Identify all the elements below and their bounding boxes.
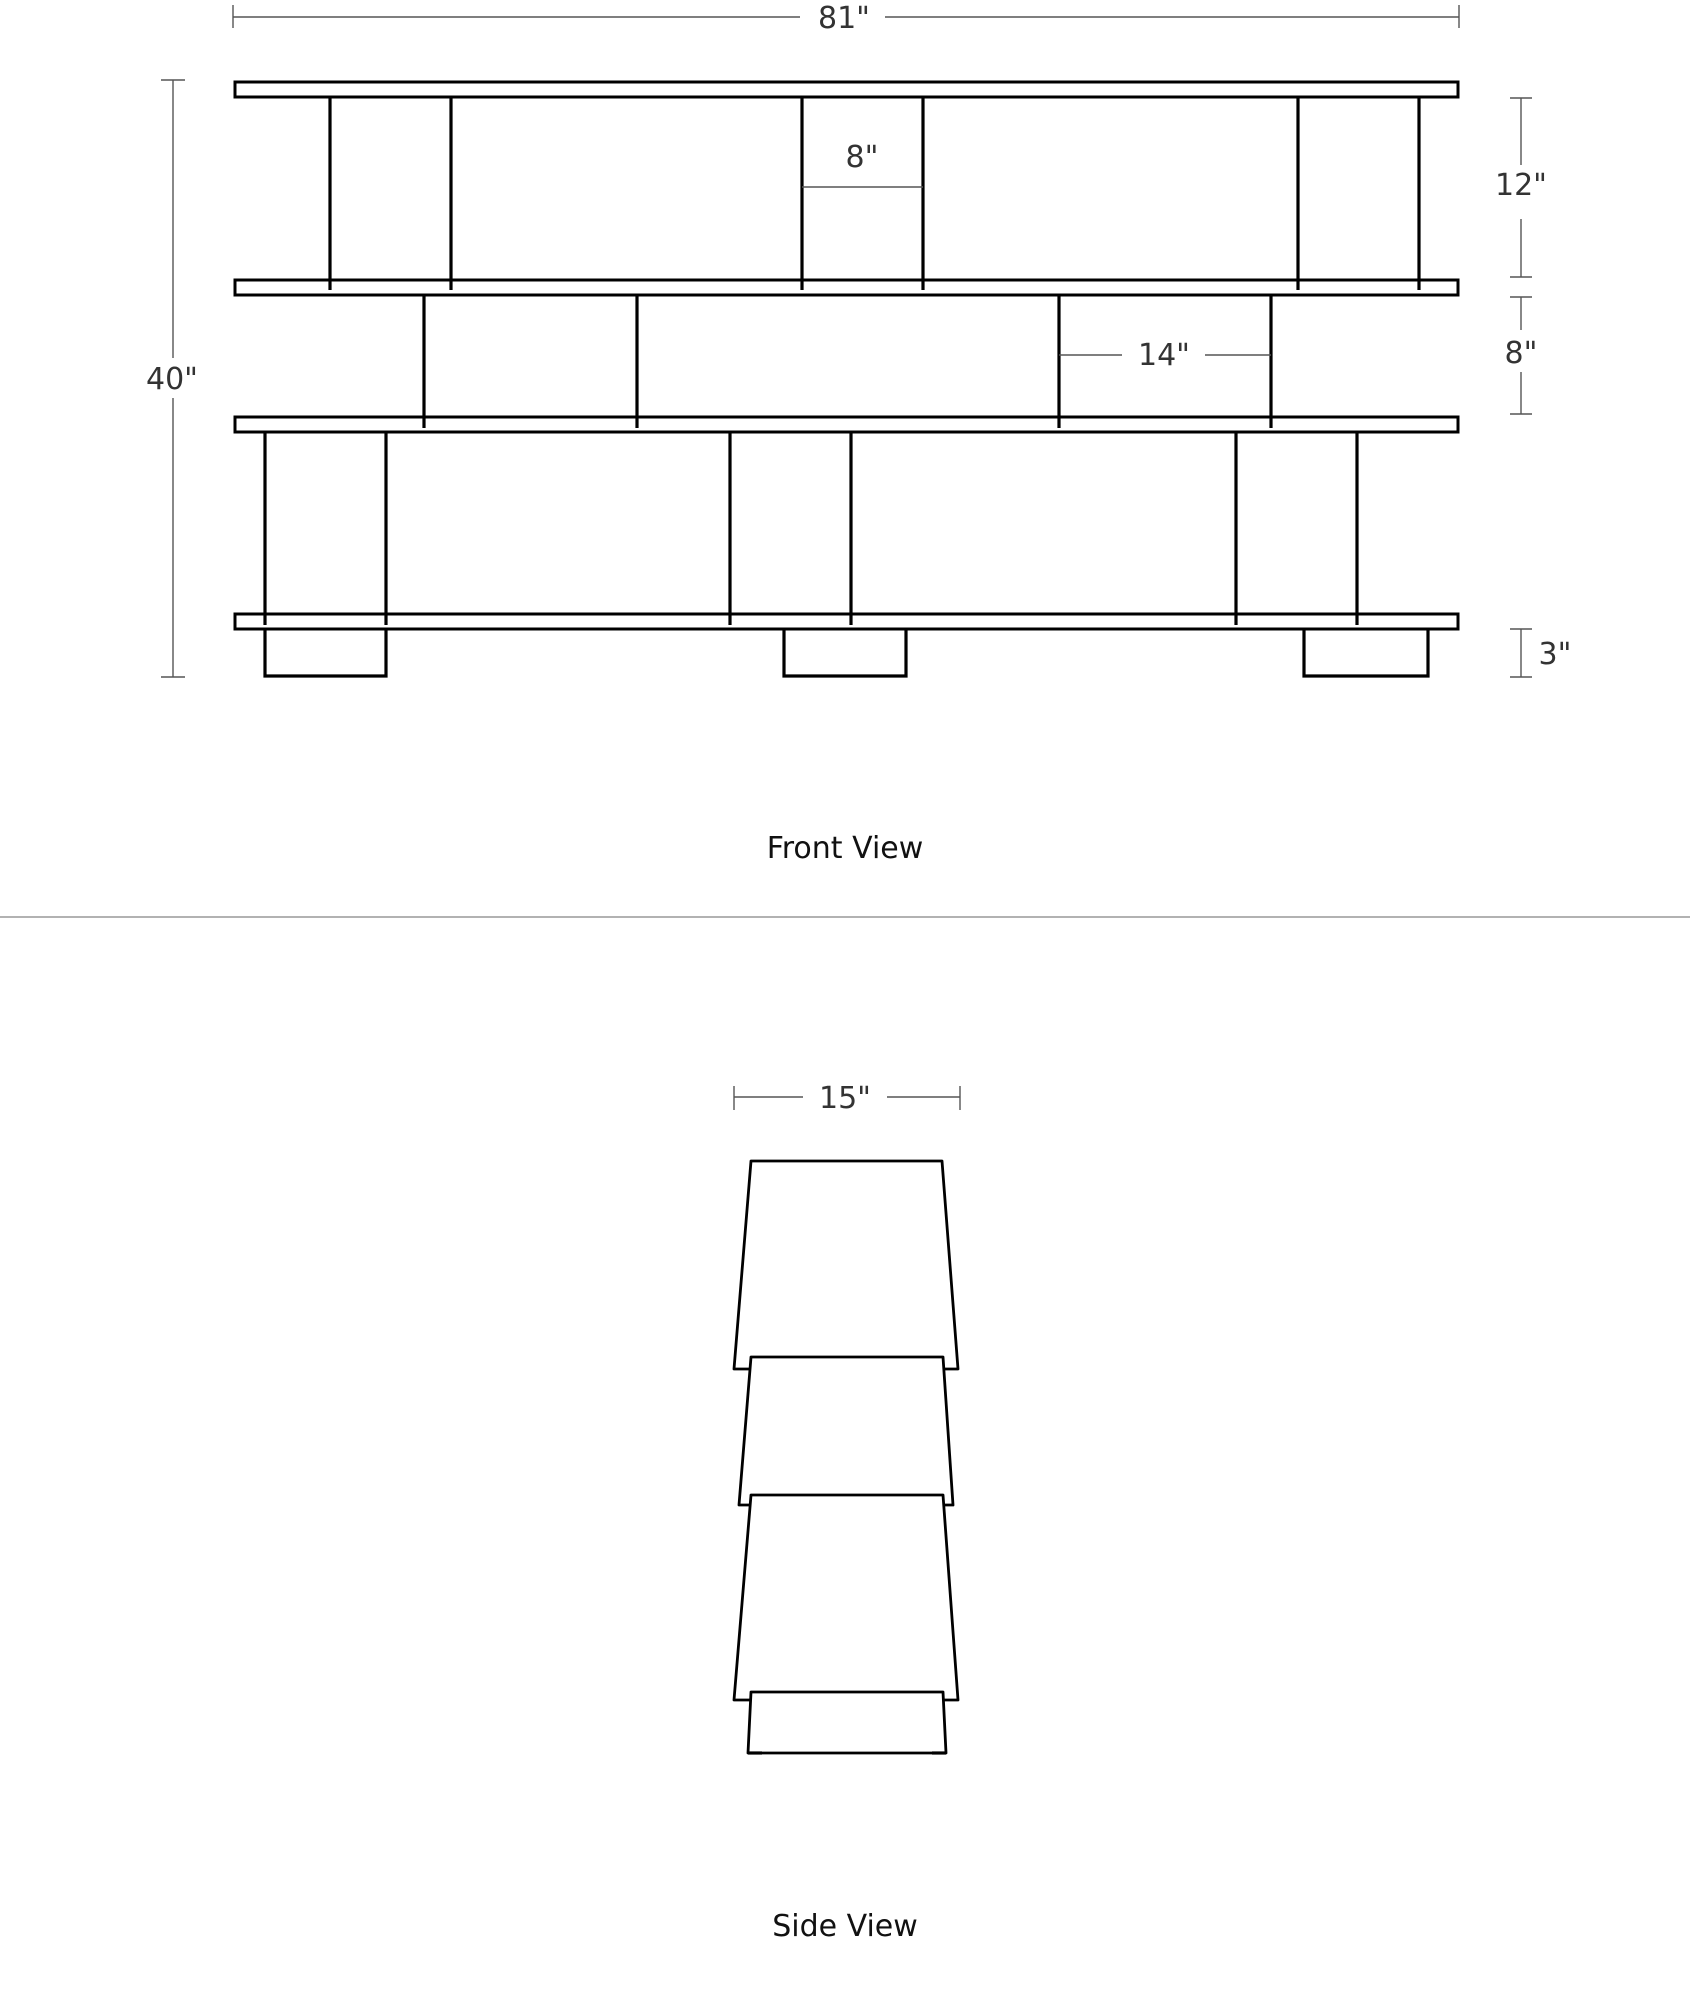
- second-shelf: [235, 280, 1458, 295]
- depth-dimension: [734, 1081, 960, 1116]
- middle-gap-dimension: [1059, 338, 1271, 373]
- side-tier2: [739, 1357, 953, 1507]
- side-view: [734, 1081, 960, 1944]
- tier1-posts: [330, 97, 1419, 290]
- front-view-caption: Front View: [766, 831, 924, 866]
- front-view: [146, 1, 1571, 866]
- side-tier1: [734, 1161, 958, 1371]
- tier2-height-label: 8": [1504, 336, 1538, 371]
- side-tier3: [734, 1495, 958, 1702]
- base-height-dimension: [1510, 629, 1571, 677]
- tier1-height-label: 12": [1495, 168, 1547, 203]
- third-shelf: [235, 417, 1458, 432]
- base-height-label: 3": [1538, 637, 1572, 672]
- tier1-height-dimension: [1495, 98, 1547, 277]
- base-legs: [265, 629, 1428, 676]
- bottom-shelf: [235, 614, 1458, 629]
- center-gap-dimension: [802, 140, 923, 187]
- tier3-posts: [265, 432, 1357, 625]
- depth-label: 15": [819, 1081, 871, 1116]
- middle-gap-label: 14": [1138, 338, 1190, 373]
- width-label: 81": [818, 1, 870, 36]
- side-view-caption: Side View: [772, 1909, 918, 1944]
- height-dimension: [146, 80, 198, 677]
- tier2-height-dimension: [1505, 297, 1538, 414]
- height-label: 40": [146, 362, 198, 397]
- width-dimension: [233, 1, 1459, 36]
- side-base: [748, 1692, 946, 1753]
- top-shelf: [235, 82, 1458, 97]
- center-gap-label: 8": [845, 140, 879, 175]
